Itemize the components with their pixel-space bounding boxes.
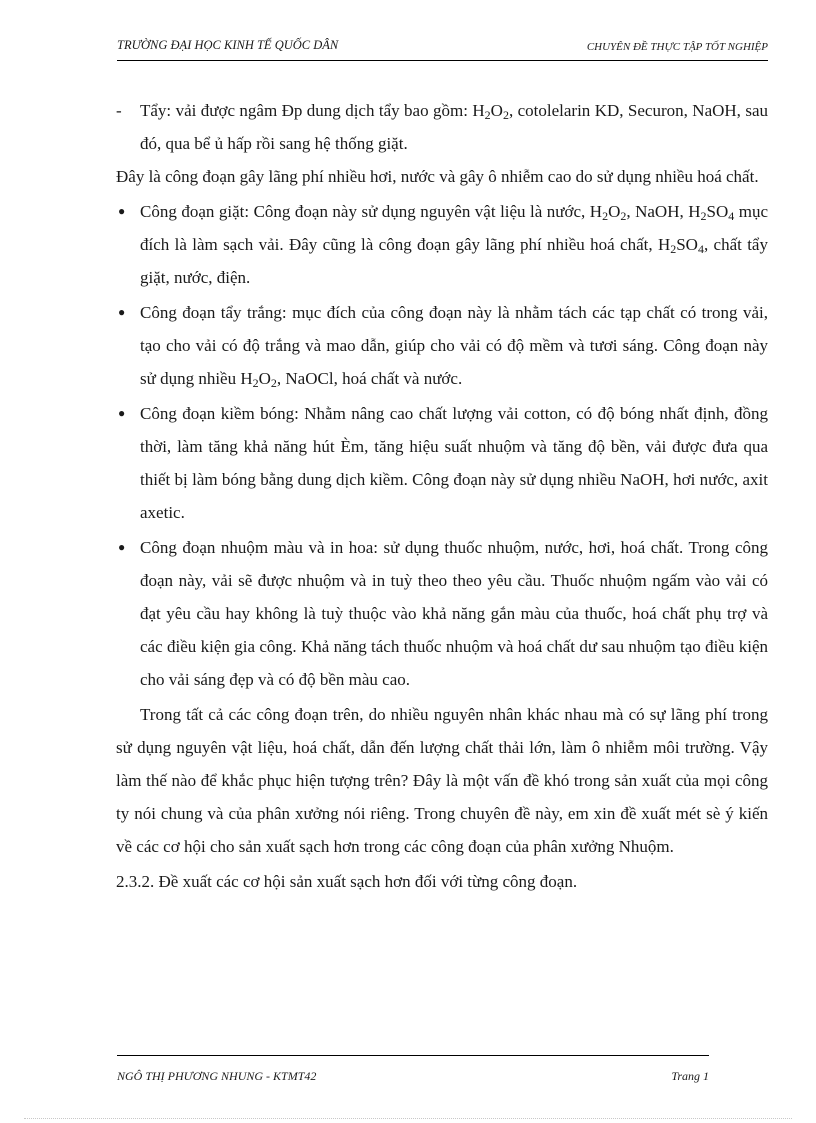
text-run: , NaOH, H (626, 202, 701, 221)
text-run: O (490, 101, 503, 120)
text-run: Công đoạn nhuộm màu và in hoa: sử dụng thuốc nhuộm, nước, hơi, hoá chất. Trong công đoạn này, vải sẽ được nhuộm và in tuỳ theo theo yêu cầu. Thuốc nhuộm ngấm vào vải có đạt yêu cầu hay không là tuỳ thuộc vào khả năng gắn màu của thuốc, hoá chất phụ trợ và các điều kiện gia công. Khả năng tách thuốc nhuộm và hoá chất dư sau nhuộm tạo điều kiện cho vải sáng đẹp và có độ bền màu cao. (140, 538, 768, 689)
dash-marker: - (116, 101, 122, 120)
subscript: 4 (728, 209, 735, 223)
footer-page-number: Trang 1 (671, 1069, 709, 1083)
text-run: SO (676, 235, 698, 254)
text-run: Tẩy: vải được ngâm Đp dung dịch tẩy bao gồm: H (140, 101, 485, 120)
text-run: Công đoạn kiềm bóng: Nhằm nâng cao chất lượng vải cotton, có độ bóng nhất định, đồng thời, làm tăng khả năng hút Èm, tăng hiệu suất nhuộm và tăng độ bền, vải được đưa qua thiết bị làm bóng bằng dung dịch kiềm. Công đoạn này sử dụng nhiều NaOH, hơi nước, axit axetic. (140, 404, 768, 522)
subscript: 2 (602, 209, 609, 223)
page-edge-divider (24, 1118, 792, 1119)
subscript: 2 (502, 108, 509, 122)
bullet-marker: ● (118, 540, 126, 554)
subscript: 2 (270, 376, 277, 390)
list-item-nhuom (116, 531, 768, 696)
text-run: SO (706, 202, 729, 221)
text-run: , NaOCl, hoá chất và nước. (276, 369, 463, 388)
subscript: 2 (670, 242, 677, 256)
text-run: O (258, 369, 271, 388)
text-run: O (608, 202, 621, 221)
subscript: 2 (484, 108, 491, 122)
text-run: , chất tẩy giặt, nước, điện. (140, 235, 768, 287)
list-item-kiem-bong (116, 397, 768, 529)
header-thesis-title: CHUYÊN ĐỀ THỰC TẬP TỐT NGHIỆP (586, 41, 768, 53)
section-heading: 2.3.2. Đề xuất các cơ hội sản xuất sạch hơn đối với từng công đoạn. (116, 872, 578, 891)
subscript: 2 (620, 209, 627, 223)
page-header (117, 36, 768, 61)
subscript: 2 (700, 209, 707, 223)
bullet-marker: ● (118, 305, 126, 319)
paragraph-intro: Đây là công đoạn gây lãng phí nhiều hơi, nước và gây ô nhiễm cao do sử dụng nhiều hoá chất. (116, 167, 759, 186)
bullet-marker: ● (118, 204, 126, 218)
text-run: Công đoạn tẩy trắng: mục đích của công đoạn này là nhằm tách các tạp chất có trong vải, tạo cho vải có độ trắng và mao dẫn, giúp cho vải có độ mềm và tươi sáng. Công đoạn này sử dụng nhiều H (140, 303, 768, 388)
text-run: Công đoạn giặt: Công đoạn này sử dụng nguyên vật liệu là nước, H (140, 202, 603, 221)
page-footer (117, 1055, 709, 1086)
header-university: TRƯỜNG ĐẠI HỌC KINH TẾ QUỐC DÂN (117, 38, 339, 52)
document-body (116, 94, 768, 898)
subscript: 2 (252, 376, 259, 390)
list-item-giat (116, 195, 768, 294)
footer-author: NGÔ THỊ PHƯƠNG NHUNG - KTMT42 (117, 1069, 317, 1083)
text-run: , cotolelarin KD, Securon, NaOH, sau đó, qua bể ủ hấp rồi sang hệ thống giặt. (140, 101, 768, 153)
list-item-tay-trang (116, 296, 768, 395)
subscript: 4 (697, 242, 704, 256)
list-item-tay (116, 94, 768, 160)
bullet-marker: ● (118, 406, 126, 420)
text-run: mục đích là làm sạch vải. Đây cũng là công đoạn gây lãng phí nhiều hoá chất, H (140, 202, 768, 254)
paragraph-summary: Trong tất cả các công đoạn trên, do nhiều nguyên nhân khác nhau mà có sự lãng phí trong sử dụng nguyên vật liệu, hoá chất, dẫn đến lượng chất thải lớn, làm ô nhiễm môi trường. Vậy làm thế nào để khắc phục hiện tượng trên? Đây là một vấn đề khó trong sản xuất của mọi công ty nói chung và của phân xưởng nói riêng. Trong chuyên đề này, em xin đề xuất mét sè ý kiến về các cơ hội cho sản xuất sạch hơn trong các công đoạn của phân xưởng Nhuộm. (116, 705, 768, 856)
